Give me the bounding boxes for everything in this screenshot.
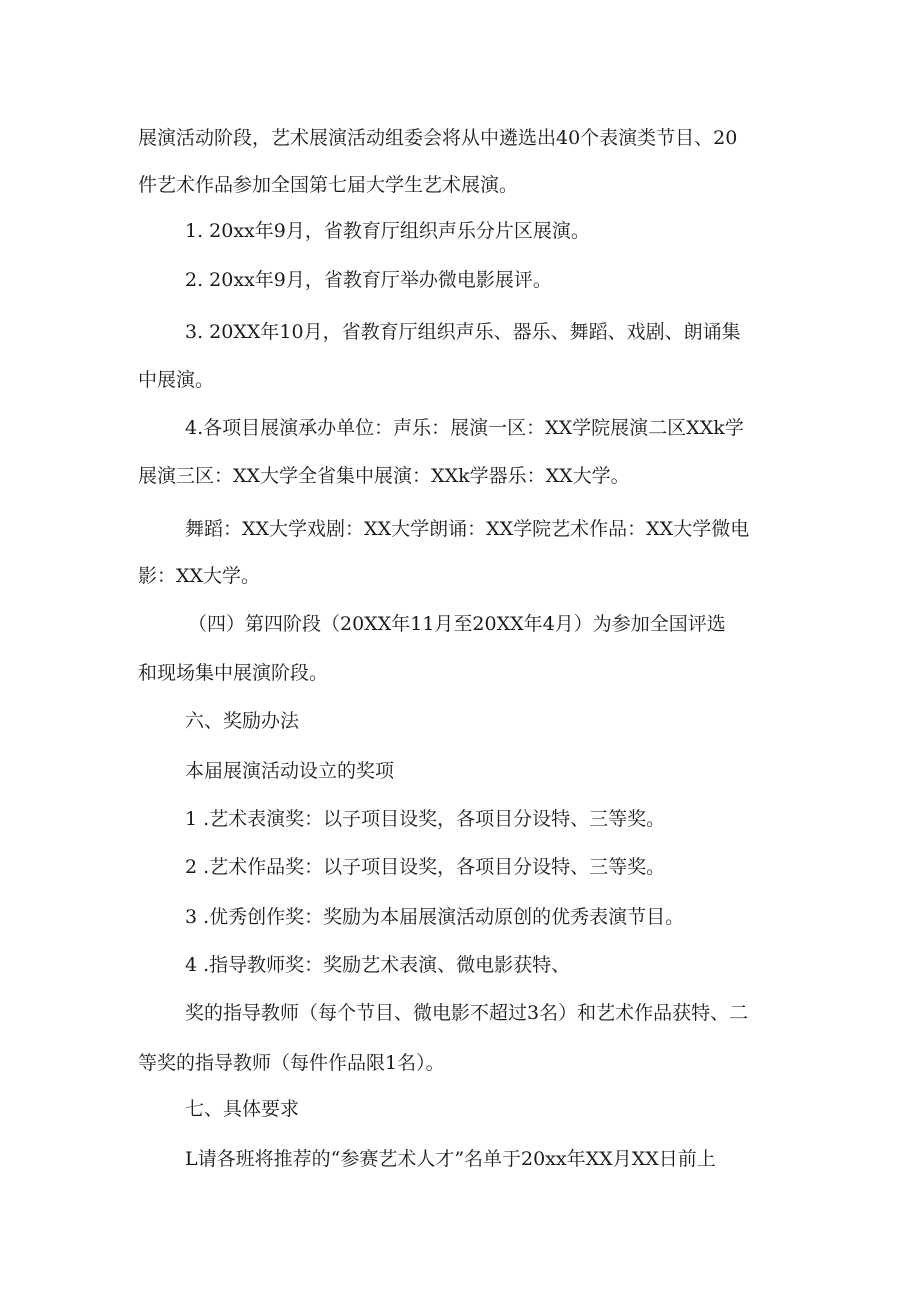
text-line-8: 展演三区：XX大学全省集中展演：XXk学器乐：XX大学。 [138,465,630,487]
text-line-1: 展演活动阶段，艺术展演活动组委会将从中遴选出40个表演类节目、20 [138,127,738,149]
text-line-20: 等奖的指导教师（每件作品限1名）。 [138,1052,445,1074]
text-line-4: 2. 20xx年9月，省教育厅举办微电影展评。 [185,269,552,291]
text-line-9: 舞蹈：XX大学戏剧：XX大学朗诵：XX学院艺术作品：XX大学微电 [185,518,750,540]
text-line-15: 1 .艺术表演奖：以子项目设奖，各项目分设特、三等奖。 [185,808,666,830]
text-line-19: 奖的指导教师（每个节目、微电影不超过3名）和艺术作品获特、二 [185,1002,749,1024]
text-line-10: 影：XX大学。 [138,565,261,587]
text-line-12: 和现场集中展演阶段。 [138,662,329,684]
text-line-11: （四）第四阶段（20XX年11月至20XX年4月）为参加全国评选 [188,613,726,635]
text-line-16: 2 .艺术作品奖：以子项目设奖，各项目分设特、三等奖。 [185,856,666,878]
text-line-7: 4.各项目展演承办单位：声乐：展演一区：XX学院展演二区XXk学 [185,417,744,439]
text-line-3: 1. 20xx年9月，省教育厅组织声乐分片区展演。 [185,220,590,242]
section-heading-7: 七、具体要求 [185,1098,300,1120]
section-heading-6: 六、奖励办法 [185,710,300,732]
text-line-18: 4 .指导教师奖：奖励艺术表演、微电影获特、 [185,954,571,976]
text-line-2: 件艺术作品参加全国第七届大学生艺术展演。 [138,174,519,196]
text-line-17: 3 .优秀创作奖：奖励为本届展演活动原创的优秀表演节目。 [185,906,685,928]
text-line-6: 中展演。 [138,369,215,391]
text-line-5: 3. 20XX年10月，省教育厅组织声乐、器乐、舞蹈、戏剧、朗诵集 [185,321,741,343]
text-line-22: L请各班将推荐的“参赛艺术人才”名单于20xx年XX月XX日前上 [185,1148,716,1170]
text-line-14: 本届展演活动设立的奖项 [185,760,395,782]
